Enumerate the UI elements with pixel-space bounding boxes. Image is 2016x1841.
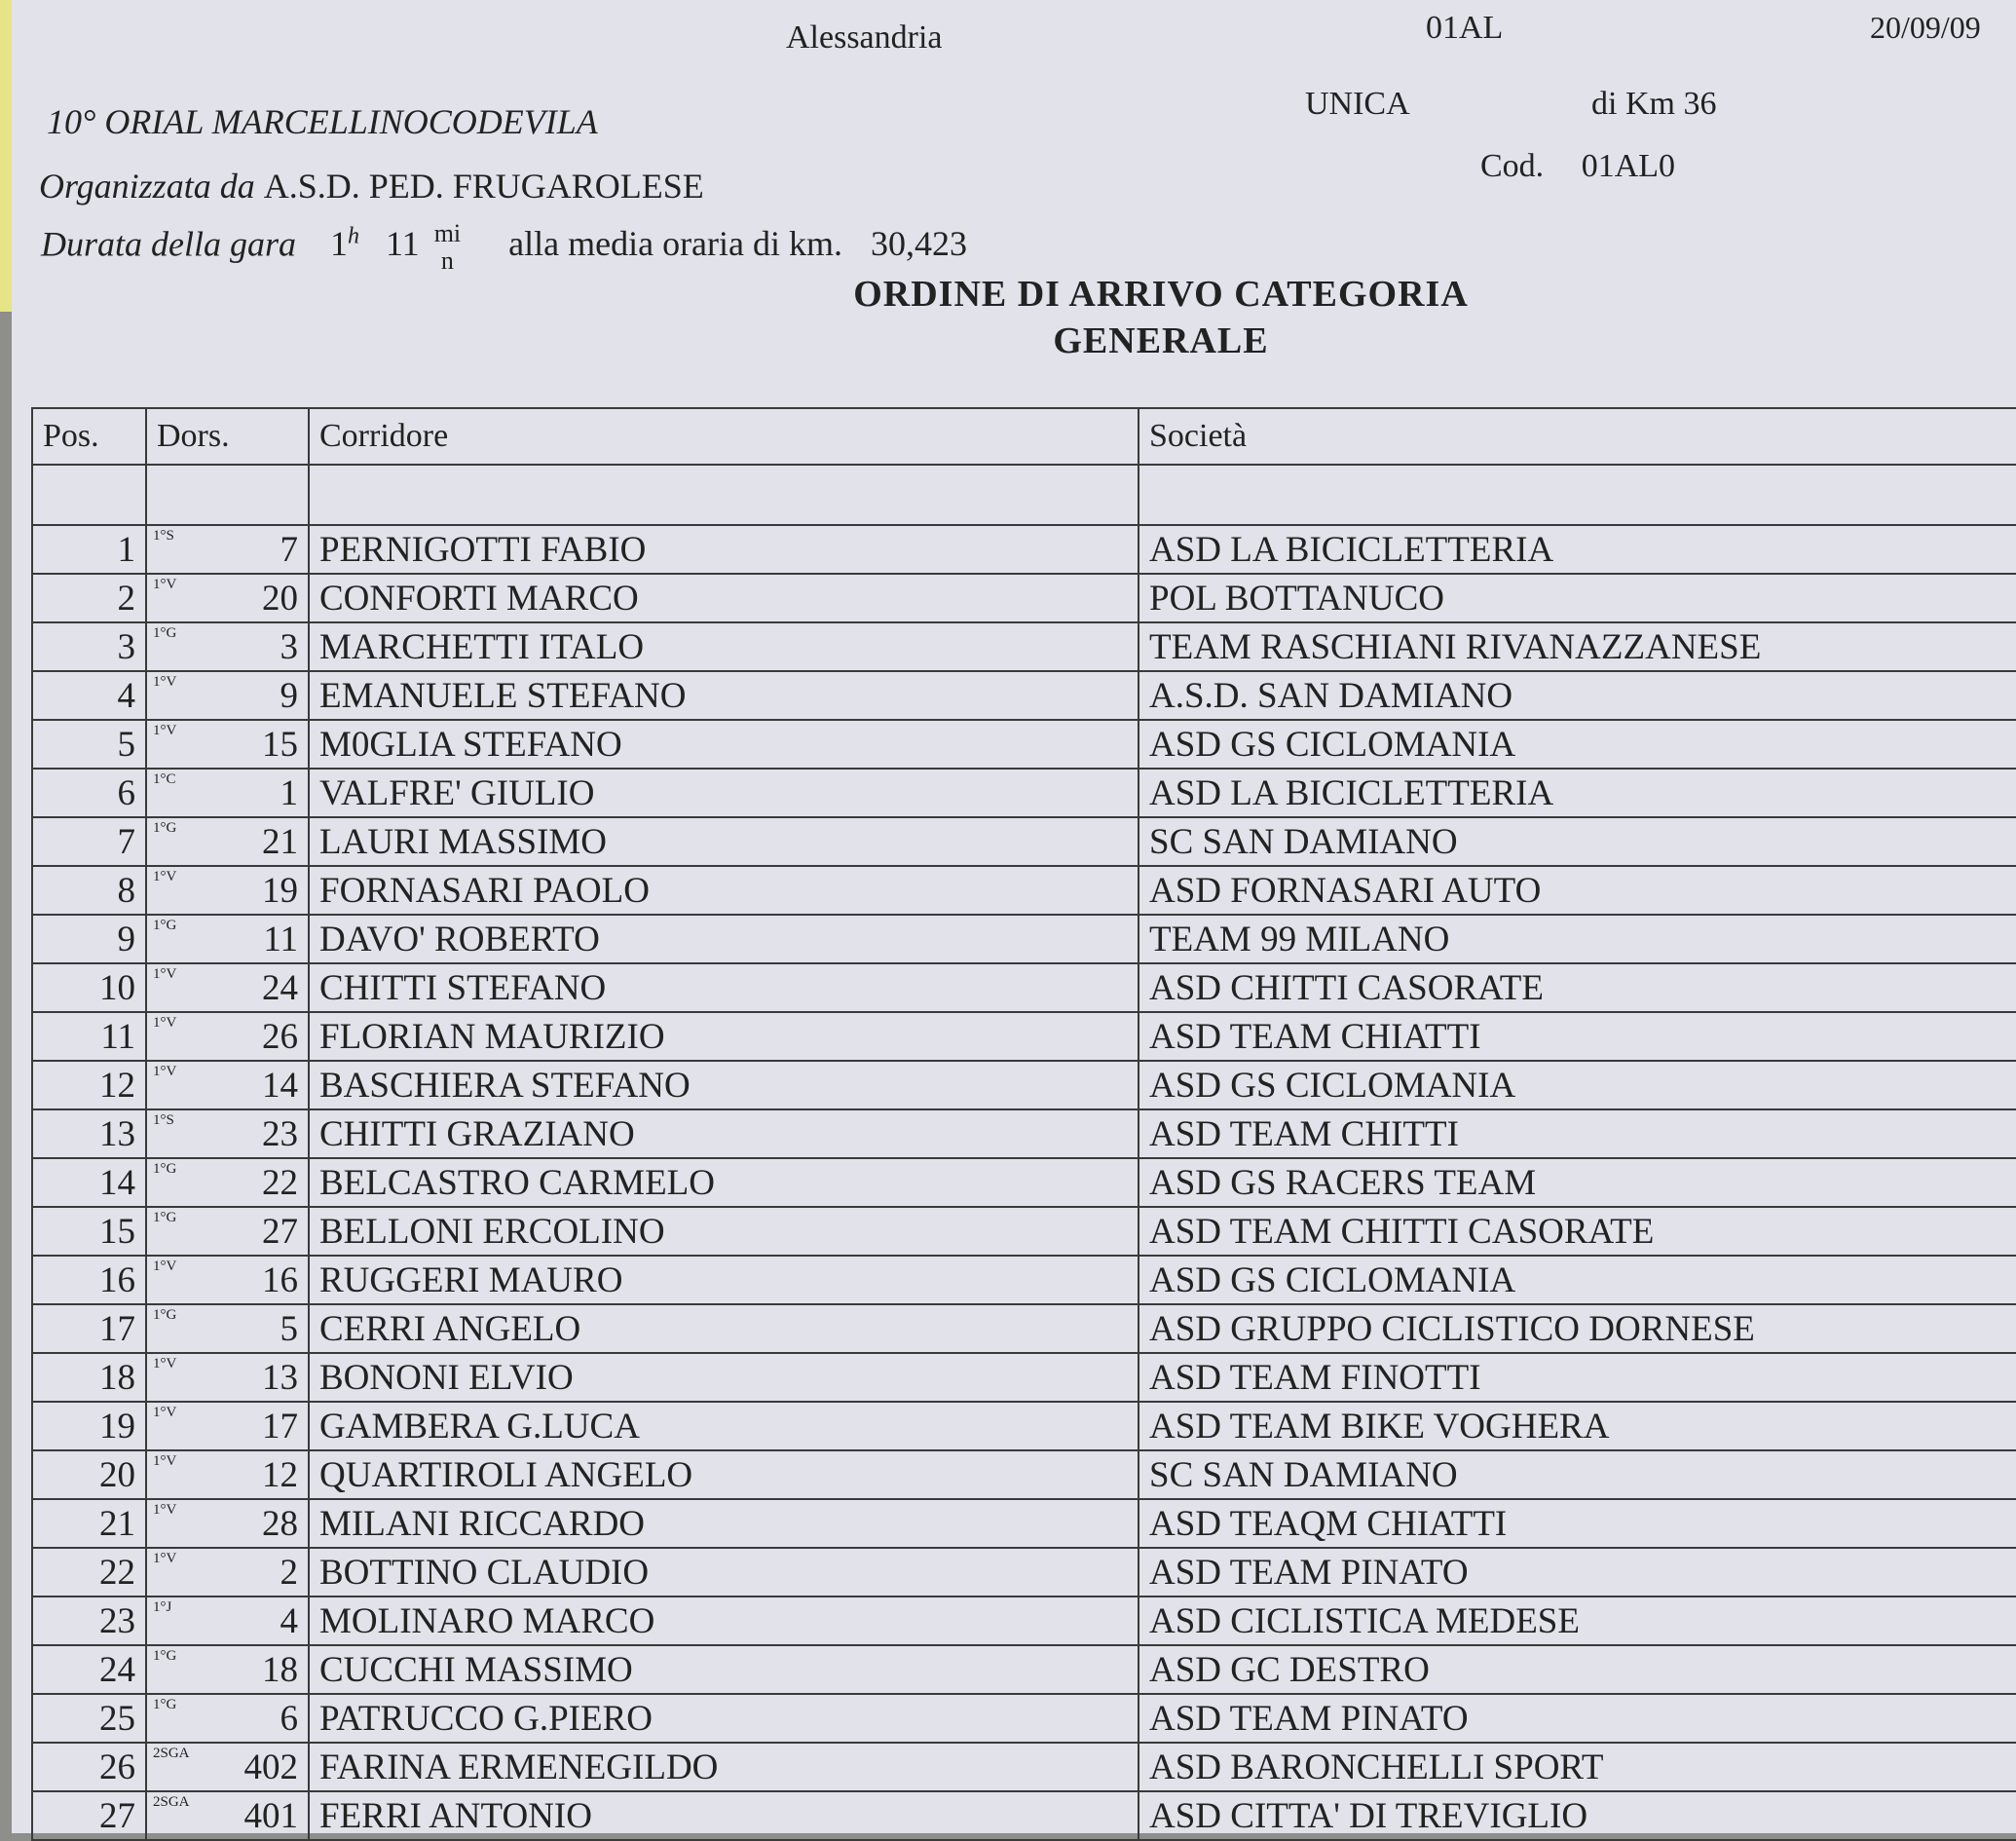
organizer-line — [39, 166, 704, 207]
category-tag: 2SGA — [153, 1746, 190, 1761]
bib-number: 402 — [243, 1747, 298, 1787]
team-name: ASD TEAQM CHIATTI — [1139, 1499, 2016, 1548]
minutes-unit-bottom: n — [440, 246, 454, 275]
bib-number: 3 — [280, 626, 298, 667]
pos-cell: 24 — [32, 1645, 146, 1694]
event-edition: 10° — [47, 102, 96, 141]
pos-cell: 10 — [32, 963, 146, 1012]
table-row — [32, 1304, 2016, 1353]
team-name: ASD BARONCHELLI SPORT — [1139, 1743, 2016, 1791]
dors-cell — [146, 1256, 309, 1304]
team-name: ASD TEAM CHITTI — [1139, 1109, 2016, 1158]
rider-name: FLORIAN MAURIZIO — [309, 1012, 1139, 1061]
category-tag: 1°V — [153, 1502, 177, 1518]
results-title: ORDINE DI ARRIVO CATEGORIA — [853, 274, 1469, 315]
rider-name: FERRI ANTONIO — [309, 1791, 1139, 1840]
results-sheet — [12, 0, 2016, 1836]
pos-cell: 26 — [32, 1743, 146, 1791]
dors-cell — [146, 1207, 309, 1256]
place: Alessandria — [786, 19, 943, 56]
dors-cell — [146, 1402, 309, 1450]
bib-number: 28 — [262, 1503, 298, 1544]
team-name: ASD FORNASARI AUTO — [1139, 866, 2016, 915]
table-row — [32, 1645, 2016, 1694]
spacer-cell — [32, 465, 146, 525]
dors-cell — [146, 1109, 309, 1158]
dors-cell — [146, 963, 309, 1012]
pos-cell: 27 — [32, 1791, 146, 1840]
spacer-cell — [1139, 465, 2016, 525]
category-tag: 1°V — [153, 966, 177, 982]
bib-number: 22 — [262, 1162, 298, 1203]
pos-cell: 16 — [32, 1256, 146, 1304]
category-tag: 1°V — [153, 723, 177, 738]
average-value: 30,423 — [871, 224, 968, 264]
team-name: ASD GS CICLOMANIA — [1139, 720, 2016, 769]
bib-number: 12 — [262, 1454, 298, 1495]
dors-cell — [146, 1158, 309, 1207]
dors-cell — [146, 866, 309, 915]
dors-cell — [146, 1645, 309, 1694]
rider-name: FORNASARI PAOLO — [309, 866, 1139, 915]
pos-cell: 6 — [32, 769, 146, 817]
dors-cell — [146, 1061, 309, 1109]
pos-cell: 8 — [32, 866, 146, 915]
bib-number: 20 — [262, 578, 298, 619]
team-name: ASD GS CICLOMANIA — [1139, 1061, 2016, 1109]
pos-cell: 19 — [32, 1402, 146, 1450]
pos-cell: 7 — [32, 817, 146, 866]
rider-name: MOLINARO MARCO — [309, 1597, 1139, 1645]
table-row — [32, 866, 2016, 915]
bib-number: 401 — [243, 1795, 298, 1836]
rider-name: M0GLIA STEFANO — [309, 720, 1139, 769]
table-row — [32, 1450, 2016, 1499]
team-name: ASD GRUPPO CICLISTICO DORNESE — [1139, 1304, 2016, 1353]
rider-name: DAVO' ROBERTO — [309, 915, 1139, 963]
rider-name: LAURI MASSIMO — [309, 817, 1139, 866]
rider-name: GAMBERA G.LUCA — [309, 1402, 1139, 1450]
cod-value: 01AL0 — [1581, 148, 1676, 184]
rider-name: BELLONI ERCOLINO — [309, 1207, 1139, 1256]
dors-cell — [146, 915, 309, 963]
rider-name: EMANUELE STEFANO — [309, 671, 1139, 720]
team-name: SC SAN DAMIANO — [1139, 817, 2016, 866]
pos-cell: 25 — [32, 1694, 146, 1743]
team-name: ASD TEAM BIKE VOGHERA — [1139, 1402, 2016, 1450]
spacer-cell — [146, 465, 309, 525]
results-body — [32, 465, 2016, 1840]
bib-number: 17 — [262, 1406, 298, 1446]
average-label: alla media oraria di km. — [508, 224, 843, 264]
team-name: ASD GC DESTRO — [1139, 1645, 2016, 1694]
bib-number: 26 — [262, 1016, 298, 1057]
rider-name: PATRUCCO G.PIERO — [309, 1694, 1139, 1743]
duration-minutes: 11 — [386, 224, 420, 264]
pos-cell: 11 — [32, 1012, 146, 1061]
team-name: A.S.D. SAN DAMIANO — [1139, 671, 2016, 720]
table-row — [32, 574, 2016, 622]
bib-number: 21 — [262, 821, 298, 862]
dors-cell — [146, 1499, 309, 1548]
bib-number: 19 — [262, 870, 298, 911]
team-name: ASD LA BICICLETTERIA — [1139, 769, 2016, 817]
rider-name: BELCASTRO CARMELO — [309, 1158, 1139, 1207]
category-tag: 1°V — [153, 1259, 177, 1274]
dors-cell — [146, 1694, 309, 1743]
dors-cell — [146, 769, 309, 817]
rider-name: CHITTI GRAZIANO — [309, 1109, 1139, 1158]
cod-label: Cod. — [1480, 148, 1545, 184]
team-name: ASD CITTA' DI TREVIGLIO — [1139, 1791, 2016, 1840]
bib-number: 4 — [280, 1600, 298, 1641]
rider-name: CHITTI STEFANO — [309, 963, 1139, 1012]
hours-unit: h — [348, 223, 360, 249]
table-row — [32, 1499, 2016, 1548]
team-name: ASD TEAM PINATO — [1139, 1548, 2016, 1597]
bib-number: 16 — [262, 1259, 298, 1300]
category-tag: 1°V — [153, 1015, 177, 1031]
rider-name: RUGGERI MAURO — [309, 1256, 1139, 1304]
pos-cell: 1 — [32, 525, 146, 574]
pos-cell: 23 — [32, 1597, 146, 1645]
race-distance: di Km 36 — [1591, 86, 1717, 122]
results-table — [31, 407, 2016, 1841]
team-name: ASD TEAM FINOTTI — [1139, 1353, 2016, 1402]
dors-cell — [146, 1353, 309, 1402]
category-tag: 1°V — [153, 674, 177, 690]
event-title — [47, 101, 598, 142]
rider-name: MILANI RICCARDO — [309, 1499, 1139, 1548]
dors-cell — [146, 622, 309, 671]
rider-name: MARCHETTI ITALO — [309, 622, 1139, 671]
rider-name: PERNIGOTTI FABIO — [309, 525, 1139, 574]
bib-number: 24 — [262, 967, 298, 1008]
pos-cell: 13 — [32, 1109, 146, 1158]
team-name: ASD GS RACERS TEAM — [1139, 1158, 2016, 1207]
rider-name: FARINA ERMENEGILDO — [309, 1743, 1139, 1791]
minutes-unit — [434, 220, 461, 275]
dors-cell — [146, 671, 309, 720]
dors-cell — [146, 1743, 309, 1791]
duration-hours: 1 — [330, 224, 349, 264]
bib-number: 14 — [262, 1065, 298, 1106]
rider-name: BASCHIERA STEFANO — [309, 1061, 1139, 1109]
table-row — [32, 671, 2016, 720]
cod-line — [1480, 148, 1675, 185]
pos-cell: 21 — [32, 1499, 146, 1548]
category-tag: 1°G — [153, 918, 177, 933]
category-tag: 1°G — [153, 820, 177, 836]
rider-name: CUCCHI MASSIMO — [309, 1645, 1139, 1694]
dors-cell — [146, 720, 309, 769]
dors-cell — [146, 1597, 309, 1645]
dors-cell — [146, 817, 309, 866]
organizer-name: A.S.D. PED. FRUGAROLESE — [263, 167, 704, 206]
pos-cell: 17 — [32, 1304, 146, 1353]
table-row — [32, 1694, 2016, 1743]
table-row — [32, 720, 2016, 769]
rider-name: QUARTIROLI ANGELO — [309, 1450, 1139, 1499]
rider-name: BOTTINO CLAUDIO — [309, 1548, 1139, 1597]
table-row — [32, 1158, 2016, 1207]
bib-number: 23 — [262, 1113, 298, 1154]
table-row — [32, 1548, 2016, 1597]
table-row — [32, 622, 2016, 671]
table-row — [32, 1207, 2016, 1256]
bib-number: 18 — [262, 1649, 298, 1690]
category-tag: 1°G — [153, 1210, 177, 1225]
category-tag: 1°S — [153, 528, 174, 544]
category-tag: 1°V — [153, 577, 177, 592]
team-name: ASD CICLISTICA MEDESE — [1139, 1597, 2016, 1645]
table-row — [32, 1109, 2016, 1158]
pos-cell: 18 — [32, 1353, 146, 1402]
bib-number: 5 — [280, 1308, 298, 1349]
bib-number: 15 — [262, 724, 298, 765]
dors-cell — [146, 525, 309, 574]
category-tag: 2SGA — [153, 1794, 190, 1810]
table-row — [32, 769, 2016, 817]
table-row — [32, 1597, 2016, 1645]
category-tag: 1°G — [153, 1307, 177, 1323]
pos-cell: 12 — [32, 1061, 146, 1109]
pos-cell: 9 — [32, 915, 146, 963]
team-name: TEAM 99 MILANO — [1139, 915, 2016, 963]
table-row — [32, 1353, 2016, 1402]
team-name: SC SAN DAMIANO — [1139, 1450, 2016, 1499]
pos-cell: 2 — [32, 574, 146, 622]
rider-name: BONONI ELVIO — [309, 1353, 1139, 1402]
dors-cell — [146, 1012, 309, 1061]
bib-number: 13 — [262, 1357, 298, 1398]
race-date: 20/09/09 — [1870, 10, 1981, 45]
dors-cell — [146, 1548, 309, 1597]
minutes-unit-top: mi — [433, 219, 462, 247]
team-name: POL BOTTANUCO — [1139, 574, 2016, 622]
bib-number: 7 — [280, 529, 298, 570]
team-name: ASD LA BICICLETTERIA — [1139, 525, 2016, 574]
team-name: ASD GS CICLOMANIA — [1139, 1256, 2016, 1304]
bib-number: 2 — [280, 1552, 298, 1593]
dors-cell — [146, 1304, 309, 1353]
rider-name: CERRI ANGELO — [309, 1304, 1139, 1353]
category-tag: 1°C — [153, 771, 176, 787]
pos-cell: 3 — [32, 622, 146, 671]
category-tag: 1°V — [153, 1551, 177, 1566]
spacer-row — [32, 465, 2016, 525]
bib-number: 9 — [280, 675, 298, 716]
category-tag: 1°S — [153, 1112, 174, 1128]
bib-number: 6 — [280, 1698, 298, 1739]
team-name: TEAM RASCHIANI RIVANAZZANESE — [1139, 622, 2016, 671]
table-row — [32, 1061, 2016, 1109]
bib-number: 11 — [263, 919, 298, 959]
table-row — [32, 1256, 2016, 1304]
team-name: ASD TEAM CHITTI CASORATE — [1139, 1207, 2016, 1256]
team-name: ASD TEAM PINATO — [1139, 1694, 2016, 1743]
category-tag: 1°G — [153, 1648, 177, 1664]
col-team-header: Società — [1139, 408, 2016, 465]
category-tag: 1°V — [153, 1405, 177, 1420]
rider-name: CONFORTI MARCO — [309, 574, 1139, 622]
rider-name: VALFRE' GIULIO — [309, 769, 1139, 817]
table-row — [32, 525, 2016, 574]
table-row — [32, 1402, 2016, 1450]
pos-cell: 20 — [32, 1450, 146, 1499]
category-tag: 1°V — [153, 1356, 177, 1371]
team-name: ASD CHITTI CASORATE — [1139, 963, 2016, 1012]
col-pos-header: Pos. — [32, 408, 146, 465]
event-name: ORIAL MARCELLINOCODEVILA — [104, 102, 598, 141]
category-tag: 1°V — [153, 1453, 177, 1469]
duration-line — [41, 220, 967, 275]
dors-cell — [146, 1450, 309, 1499]
category-tag: 1°J — [153, 1599, 172, 1615]
category-tag: 1°V — [153, 869, 177, 884]
spacer-cell — [309, 465, 1139, 525]
bib-number: 1 — [280, 772, 298, 813]
col-dors-header: Dors. — [146, 408, 309, 465]
table-row — [32, 1743, 2016, 1791]
pos-cell: 5 — [32, 720, 146, 769]
results-subtitle: GENERALE — [1053, 320, 1269, 361]
duration-label: Durata della gara — [41, 224, 297, 264]
pos-cell: 15 — [32, 1207, 146, 1256]
category-tag: 1°G — [153, 1161, 177, 1177]
table-header-row — [32, 408, 2016, 465]
organizer-label: Organizzata da — [39, 167, 255, 206]
bib-number: 27 — [262, 1211, 298, 1252]
race-category: UNICA — [1305, 86, 1410, 122]
dors-cell — [146, 574, 309, 622]
pos-cell: 4 — [32, 671, 146, 720]
table-row — [32, 1012, 2016, 1061]
pos-cell: 22 — [32, 1548, 146, 1597]
table-row — [32, 915, 2016, 963]
category-tag: 1°G — [153, 1697, 177, 1712]
team-name: ASD TEAM CHIATTI — [1139, 1012, 2016, 1061]
table-row — [32, 963, 2016, 1012]
table-row — [32, 817, 2016, 866]
race-code: 01AL — [1426, 10, 1504, 46]
pos-cell: 14 — [32, 1158, 146, 1207]
col-name-header: Corridore — [309, 408, 1139, 465]
category-tag: 1°V — [153, 1064, 177, 1079]
category-tag: 1°G — [153, 625, 177, 641]
